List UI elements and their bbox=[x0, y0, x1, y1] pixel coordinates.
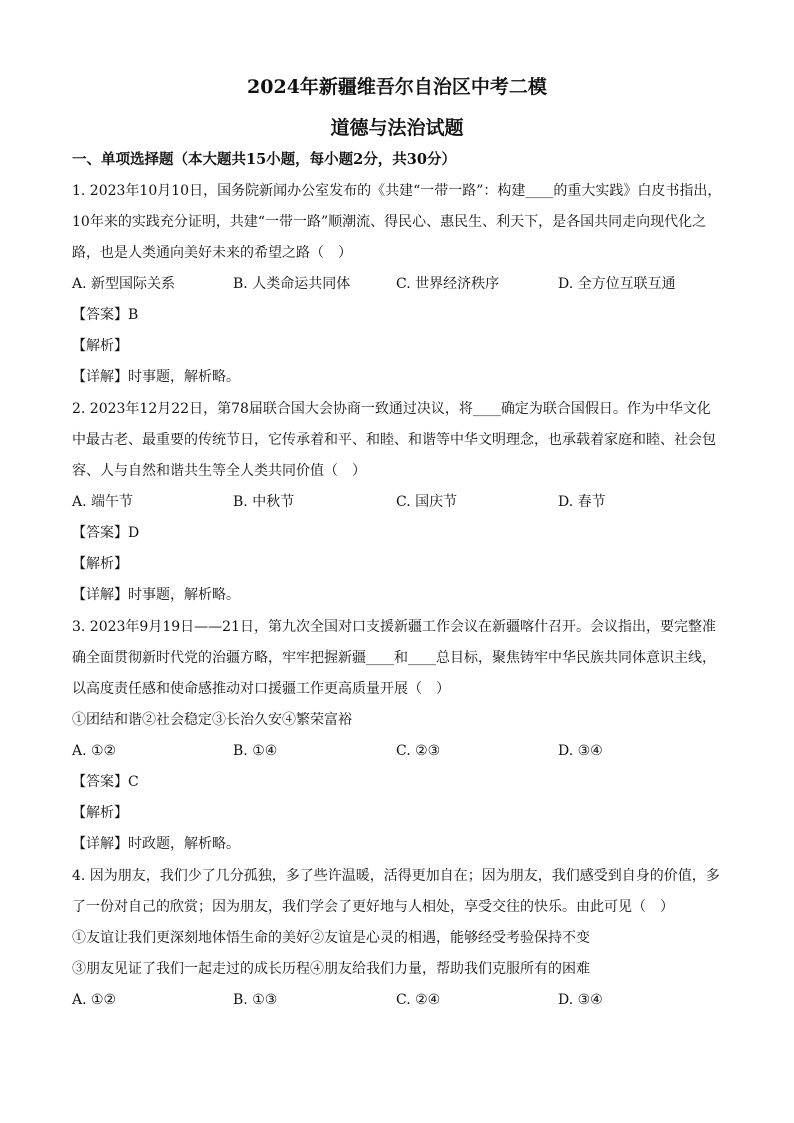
question-1-line-2: 10年来的实践充分证明，共建“一带一路”顺潮流、得民心、惠民生、利天下，是各国共同走向现代化之 bbox=[72, 214, 707, 230]
question-3-line-3: 以高度责任感和使命感推动对口援疆工作更高质量开展（ ） bbox=[72, 681, 450, 697]
question-1-answer: 【答案】B bbox=[72, 307, 139, 323]
question-1-option-d: D. 全方位互联互通 bbox=[558, 276, 676, 292]
document-title: 2024年新疆维吾尔自治区中考二模 bbox=[247, 76, 547, 98]
question-4-option-d: D. ③④ bbox=[558, 992, 603, 1008]
question-1-option-a: A. 新型国际关系 bbox=[72, 276, 176, 292]
question-1-analysis: 【解析】 bbox=[72, 338, 128, 354]
question-1-option-c: C. 世界经济秩序 bbox=[396, 276, 500, 292]
question-1-line-1: 1. 2023年10月10日，国务院新闻办公室发布的《共建“一带一路”：构建____的重大实践》白皮书指出， bbox=[72, 183, 722, 199]
question-3-line-4: ①团结和谐②社会稳定③长治久安④繁荣富裕 bbox=[72, 712, 352, 728]
question-2-line-2: 中最古老、最重要的传统节日，它传承着和平、和睦、和谐等中华文明理念，也承载着家庭和睦、社会包 bbox=[72, 432, 716, 448]
question-1-option-b: B. 人类命运共同体 bbox=[233, 276, 351, 292]
question-4-option-c: C. ②④ bbox=[396, 992, 441, 1008]
question-3-line-1: 3. 2023年9月19日——21日，第九次全国对口支援新疆工作会议在新疆喀什召开。会议指出，要完整准 bbox=[72, 619, 716, 635]
document-subtitle: 道德与法治试题 bbox=[330, 117, 464, 139]
question-4-line-3: ①友谊让我们更深刻地体悟生命的美好②友谊是心灵的相遇，能够经受考验保持不变 bbox=[72, 930, 590, 946]
section-heading: 一、单项选择题（本大题共15小题，每小题2分，共30分） bbox=[72, 151, 456, 168]
question-1-detail: 【详解】时事题，解析略。 bbox=[72, 369, 240, 385]
question-3-analysis: 【解析】 bbox=[72, 805, 128, 821]
question-4-line-4: ③朋友见证了我们一起走过的成长历程④朋友给我们力量，帮助我们克服所有的困难 bbox=[72, 961, 590, 977]
question-2-option-a: A. 端午节 bbox=[72, 494, 134, 510]
question-3-line-2: 确全面贯彻新时代党的治疆方略，牢牢把握新疆____和____总目标，聚焦铸牢中华民族共同体意识主线， bbox=[72, 650, 716, 666]
question-4-option-b: B. ①③ bbox=[233, 992, 278, 1008]
question-3-option-c: C. ②③ bbox=[396, 743, 441, 759]
question-3-detail: 【详解】时政题，解析略。 bbox=[72, 836, 240, 852]
question-2-detail: 【详解】时事题，解析略。 bbox=[72, 587, 240, 603]
question-4-line-2: 了一份对自己的欣赏；因为朋友，我们学会了更好地与人相处，享受交往的快乐。由此可见（ ） bbox=[72, 899, 674, 915]
question-2-option-c: C. 国庆节 bbox=[396, 494, 458, 510]
question-3-option-b: B. ①④ bbox=[233, 743, 278, 759]
question-3-option-a: A. ①② bbox=[72, 743, 117, 759]
question-3-answer: 【答案】C bbox=[72, 774, 139, 790]
question-2-option-b: B. 中秋节 bbox=[233, 494, 295, 510]
question-2-option-d: D. 春节 bbox=[558, 494, 606, 510]
question-3-option-d: D. ③④ bbox=[558, 743, 603, 759]
question-2-answer: 【答案】D bbox=[72, 525, 140, 541]
question-2-line-1: 2. 2023年12月22日，第78届联合国大会协商一致通过决议，将____确定为联合国假日。作为中华文化 bbox=[72, 401, 711, 417]
question-2-line-3: 容、人与自然和谐共生等全人类共同价值（ ） bbox=[72, 463, 366, 479]
question-2-analysis: 【解析】 bbox=[72, 556, 128, 572]
question-4-line-1: 4. 因为朋友，我们少了几分孤独，多了些许温暖，活得更加自在；因为朋友，我们感受到自身的价值，多 bbox=[72, 868, 720, 884]
question-1-line-3: 路，也是人类通向美好未来的希望之路（ ） bbox=[72, 245, 352, 261]
question-4-option-a: A. ①② bbox=[72, 992, 117, 1008]
